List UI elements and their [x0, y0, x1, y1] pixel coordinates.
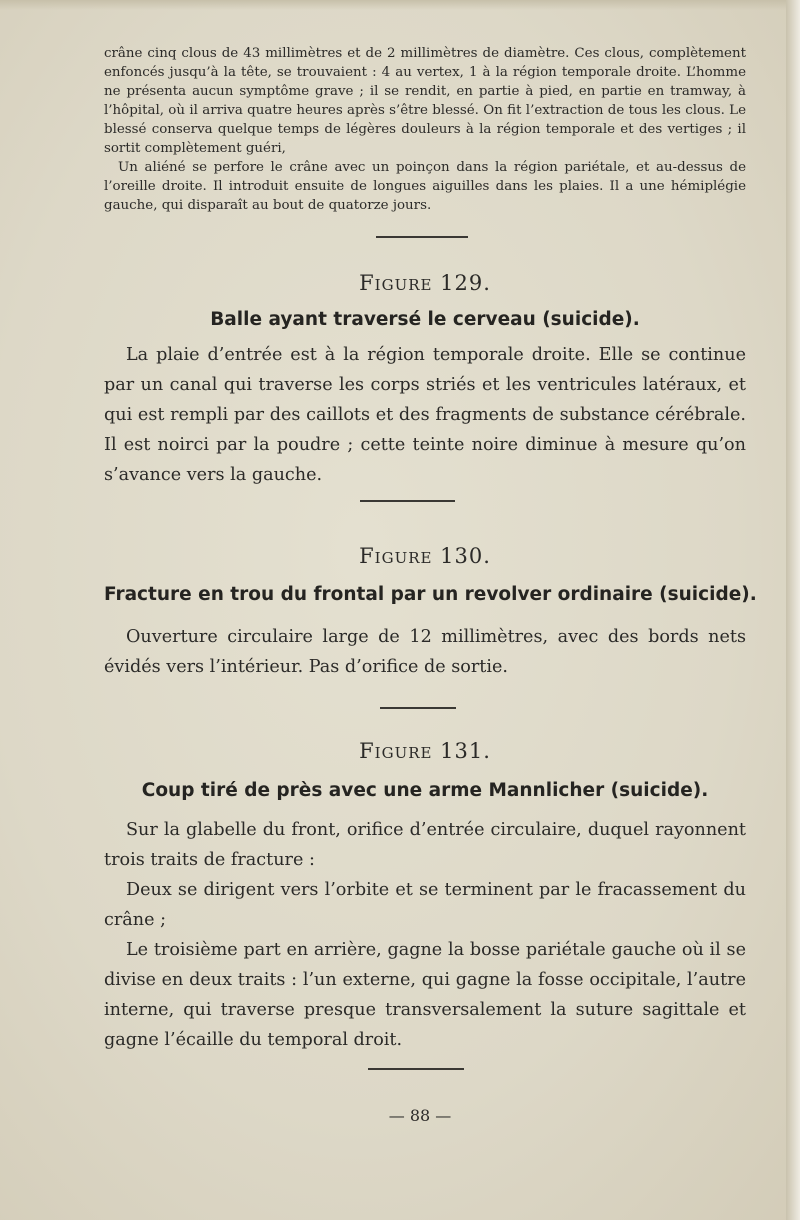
- figure-130-text: [104, 622, 746, 682]
- section-divider: [360, 500, 455, 502]
- section-divider: [376, 236, 468, 238]
- figure-130-paragraph-1: Ouverture circulaire large de 12 millimètres, avec des bords nets évidés vers l’intérieur. Pas d’orifice de sortie.: [104, 627, 746, 677]
- figure-131-paragraph-1: Sur la glabelle du front, orifice d’entrée circulaire, duquel rayonnent trois traits de fracture :: [104, 820, 746, 870]
- figure-129-caption: Balle ayant traversé le cerveau (suicide).: [210, 309, 640, 330]
- figure-131-text: [104, 815, 746, 1055]
- intro-block: [104, 44, 746, 215]
- figure-129-text: [104, 340, 746, 490]
- figure-131-paragraph-2: Deux se dirigent vers l’orbite et se terminent par le fracassement du crâne ;: [104, 880, 746, 930]
- figure-131-title: Figure 131.: [359, 739, 491, 763]
- section-divider: [380, 707, 456, 709]
- page-right-edge: [786, 0, 800, 1220]
- figure-130-caption: Fracture en trou du frontal par un revolver ordinaire (suicide).: [104, 584, 757, 605]
- figure-131-paragraph-3: Le troisième part en arrière, gagne la bosse pariétale gauche où il se divise en deux traits : l’un externe, qui gagne la fosse occipitale, l’autre interne, qui traverse presque transversalement la suture sagittale et gagne l’écaille du temporal droit.: [104, 940, 746, 1050]
- section-divider: [368, 1068, 464, 1070]
- intro-paragraph-1: crâne cinq clous de 43 millimètres et de 2 millimètres de diamètre. Ces clous, complètement enfoncés jusqu’à la tête, se trouvaient : 4 au vertex, 1 à la région temporale droite. L’homme ne présenta aucun symptôme grave ; il se rendit, en partie à pied, en partie en tramway, à l’hôpital, où il arriva quatre heures après s’être blessé. On fit l’extraction de tous les clous. Le blessé conserva quelque temps de légères douleurs à la région temporale et des vertiges ; il sortit complètement guéri,: [104, 46, 746, 156]
- page-number: — 88 —: [388, 1106, 452, 1125]
- figure-130-title: Figure 130.: [359, 544, 491, 568]
- intro-paragraph-2: Un aliéné se perfore le crâne avec un poinçon dans la région pariétale, et au-dessus de l’oreille droite. Il introduit ensuite de longues aiguilles dans les plaies. Il a une hémiplégie gauche, qui disparaît au bout de quatorze jours.: [104, 160, 746, 213]
- page-top-edge: [0, 0, 800, 10]
- figure-131-caption: Coup tiré de près avec une arme Mannlicher (suicide).: [141, 780, 709, 801]
- figure-129-title: Figure 129.: [359, 271, 491, 295]
- figure-129-paragraph-1: La plaie d’entrée est à la région temporale droite. Elle se continue par un canal qui traverse les corps striés et les ventricules latéraux, et qui est rempli par des caillots et des fragments de substance cérébrale. Il est noirci par la poudre ; cette teinte noire diminue à mesure qu’on s’avance vers la gauche.: [104, 345, 746, 485]
